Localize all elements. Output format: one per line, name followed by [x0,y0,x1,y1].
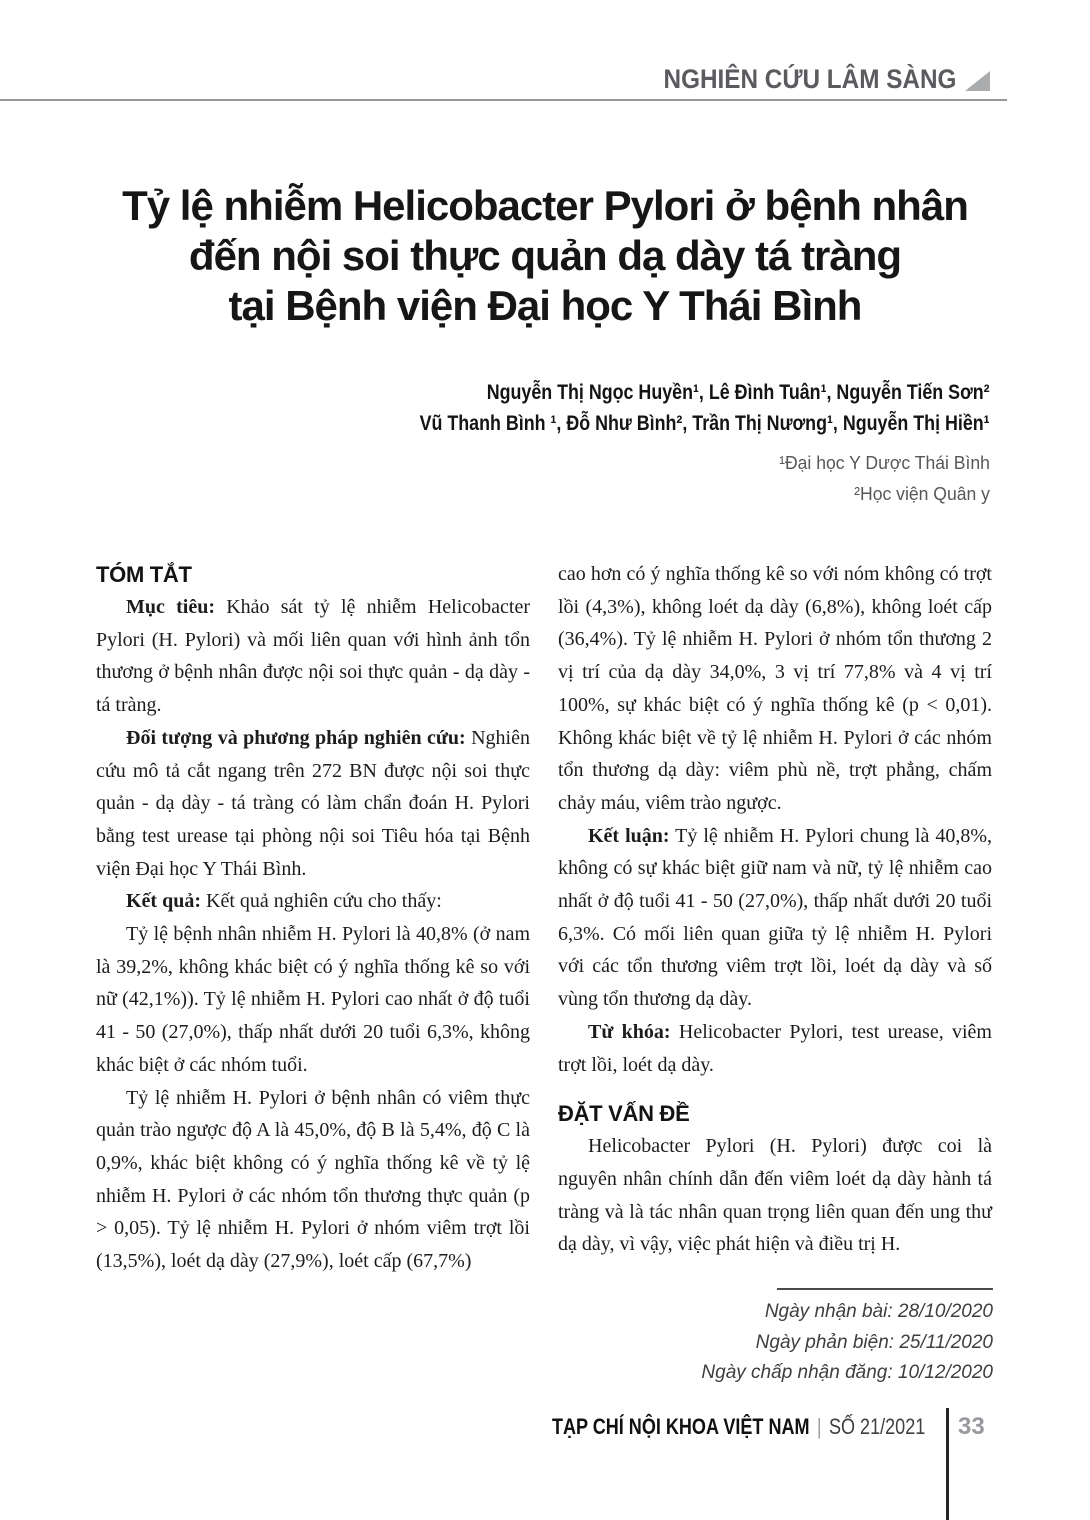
author-line-2: Vũ Thanh Bình ¹, Đỗ Như Bình², Trần Thị Nương¹, Nguyễn Thị Hiền¹ [419,412,990,435]
conclusion-label: Kết luận: [588,824,670,847]
corner-triangle-icon [965,71,990,91]
abstract-results-intro-paragraph [96,885,530,918]
date-received: Ngày nhận bài: 28/10/2020 [764,1301,993,1322]
footer [552,1414,925,1440]
abstract-results-paragraph-2-continued: cao hơn có ý nghĩa thống kê so với nóm không có trợt lồi (4,3%), không loét dạ dày (6,8%), không loét cấp (36,4%). Tỷ lệ nhiễm H. Pylori ở nhóm tổn thương 2 vị trí của dạ dày 34,0%, 3 vị trí 77,8% và 4 vị trí 100%, sự khác biệt có ý nghĩa thống kê (p < 0,01). Không khác biệt về tỷ lệ nhiễm H. Pylori ở các nhóm tổn thương dạ dày: viêm phù nề, trợt phẳng, chấm chảy máu, viêm trào ngược. [558,563,992,814]
running-head [631,64,990,94]
affiliation-1: ¹Đại học Y Dược Thái Bình [779,452,990,473]
footer-divider-line [946,1408,949,1520]
right-column [558,558,992,1278]
introduction-paragraph-1: Helicobacter Pylori (H. Pylori) được coi là nguyên nhân chính dẫn đến viêm loét dạ dày hành tá tràng và là tác nhân quan trọng liên quan đến ung thư dạ dày, vì vậy, việc phát hiện và điều trị H. [558,1135,992,1256]
abstract-results-paragraph-1: Tỷ lệ bệnh nhân nhiễm H. Pylori là 40,8% (ở nam là 39,2%, không khác biệt có ý nghĩa thống kê so với nữ (42,1%)). Tỷ lệ nhiễm H. Pylori cao nhất ở độ tuổi 41 - 50 (27,0%), thấp nhất dưới 20 tuổi 6,3%, không khác biệt ở các nhóm tuổi. [96,923,530,1076]
conclusion-text: Tỷ lệ nhiễm H. Pylori chung là 40,8%, không có sự khác biệt giữ nam và nữ, tỷ lệ nhiễm cao nhất ở độ tuổi 41 - 50 (27,0%), thấp nhất dưới 20 tuổi 6,3%. Có mối liên quan giữa tỷ lệ nhiễm H. Pylori với các tổn thương viêm trợt lồi, loét dạ dày và số vùng tổn thương dạ dày. [558,824,992,1011]
page-title-line-1: Tỷ lệ nhiễm Helicobacter Pylori ở bệnh nhân [122,182,968,229]
abstract-results-paragraph-2: Tỷ lệ nhiễm H. Pylori ở bệnh nhân có viêm thực quản trào ngược độ A là 45,0%, độ B là 5,4%, độ C là 0,9%, khác biệt không có ý nghĩa thống kê về tỷ lệ nhiễm H. Pylori ở các nhóm tổn thương thực quản (p > 0,05). Tỷ lệ nhiễm H. Pylori ở nhóm viêm trợt lồi (13,5%), loét dạ dày (27,9%), loét cấp (67,7%) [96,1086,530,1273]
introduction-heading: ĐẶT VẤN ĐỀ [558,1101,690,1127]
footer-separator: | [816,1414,822,1439]
abstract-methods-paragraph [96,722,530,886]
page-title-line-3: tại Bệnh viện Đại học Y Thái Bình [228,282,862,329]
abstract-heading: TÓM TẮT [96,562,192,587]
page-title-line-2: đến nội soi thực quản dạ dày tá tràng [188,232,902,279]
left-column [96,558,530,1278]
author-list [420,377,990,439]
objective-text: Khảo sát tỷ lệ nhiễm Helicobacter Pylori (H. Pylori) và mối liên quan với hình ảnh tổn thương ở bệnh nhân được nội soi thực quản - dạ dày - tá tràng. [96,596,530,717]
methods-label: Đối tượng và phương pháp nghiên cứu: [126,726,466,749]
submission-dates [701,1288,993,1389]
journal-name: TẠP CHÍ NỘI KHOA VIỆT NAM [551,1414,810,1439]
keywords-text: Helicobacter Pylori, test urease, viêm trợt lồi, loét dạ dày. [558,1020,992,1076]
dates-rule [777,1288,993,1290]
header-rule [0,99,1007,101]
objective-label: Mục tiêu: [126,596,215,618]
running-head-label: NGHIÊN CỨU LÂM SÀNG [663,64,956,94]
date-accepted: Ngày chấp nhận đăng: 10/12/2020 [701,1362,993,1383]
methods-text: Nghiên cứu mô tả cắt ngang trên 272 BN được nội soi thực quản - dạ dày - tá tràng có làm chẩn đoán H. Pylori bằng test urease tại phòng nội soi Tiêu hóa tại Bệnh viện Đại học Y Thái Bình. [96,726,530,880]
affiliation-list [779,447,990,509]
issue-label: SỐ 21/2021 [828,1414,925,1439]
article-body [96,558,992,1278]
author-line-1: Nguyễn Thị Ngọc Huyền¹, Lê Đình Tuân¹, Nguyễn Tiến Sơn² [487,381,990,404]
affiliation-2: ²Học viện Quân y [854,483,990,504]
results-label: Kết quả: [126,890,201,913]
abstract-keywords-paragraph [558,1016,992,1081]
abstract-conclusion-paragraph [558,820,992,1016]
abstract-objective-paragraph [96,591,530,722]
date-reviewed: Ngày phản biện: 25/11/2020 [755,1331,993,1353]
results-intro-text: Kết quả nghiên cứu cho thấy: [201,890,442,913]
page-title [0,181,1090,331]
page-number: 33 [958,1413,985,1440]
keywords-label: Từ khóa: [588,1020,671,1043]
